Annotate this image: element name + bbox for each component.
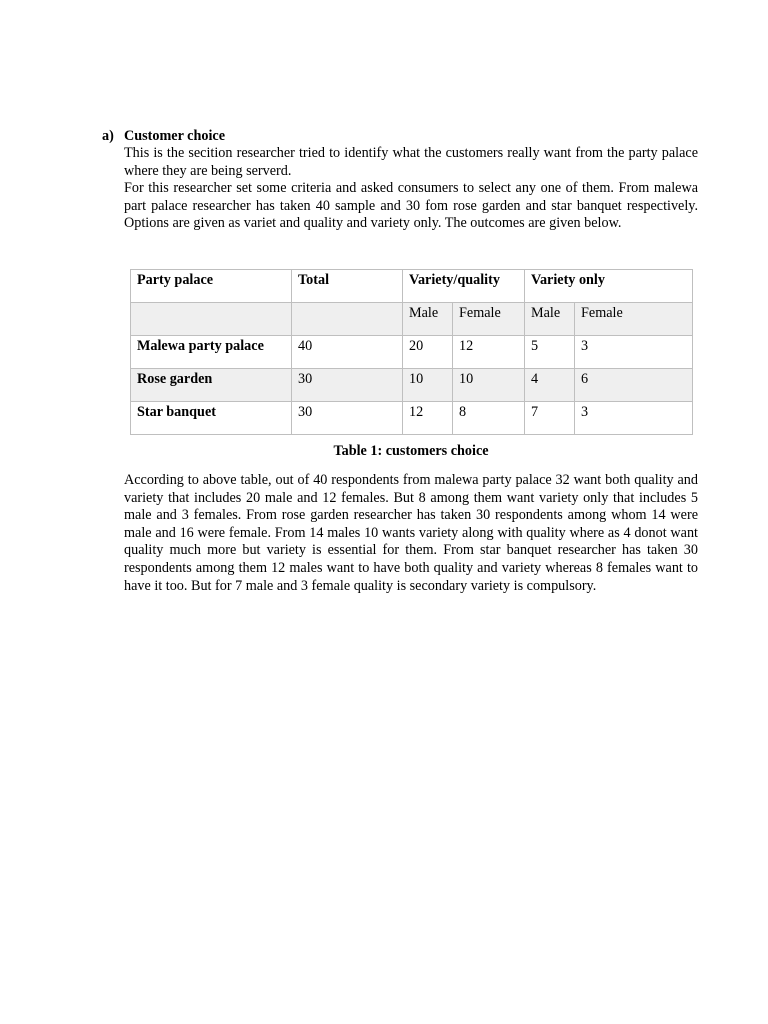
row-vo-female: 3	[575, 336, 693, 369]
row-name: Malewa party palace	[131, 336, 292, 369]
row-vo-male: 7	[525, 402, 575, 435]
row-vq-male: 10	[403, 369, 453, 402]
header-variety-quality: Variety/quality	[403, 270, 525, 303]
subheader-vo-male: Male	[525, 303, 575, 336]
table-row	[131, 402, 693, 435]
row-vq-male: 20	[403, 336, 453, 369]
subheader-empty-2	[292, 303, 403, 336]
row-vq-female: 10	[453, 369, 525, 402]
section-body	[124, 145, 698, 233]
table-header-row	[131, 270, 693, 303]
row-total: 30	[292, 369, 403, 402]
subheader-vq-male: Male	[403, 303, 453, 336]
row-vq-female: 12	[453, 336, 525, 369]
header-party-palace: Party palace	[131, 270, 292, 303]
table-subheader-row	[131, 303, 693, 336]
header-total: Total	[292, 270, 403, 303]
customer-choice-section	[102, 127, 698, 233]
row-total: 40	[292, 336, 403, 369]
row-vq-male: 12	[403, 402, 453, 435]
row-vq-female: 8	[453, 402, 525, 435]
table-row	[131, 336, 693, 369]
row-vo-male: 4	[525, 369, 575, 402]
header-variety-only: Variety only	[525, 270, 693, 303]
intro-paragraph: This is the secition researcher tried to identify what the customers really want from the party palace where they are being serverd.	[124, 145, 698, 179]
section-heading	[102, 127, 698, 145]
row-vo-female: 6	[575, 369, 693, 402]
analysis-paragraph: According to above table, out of 40 respondents from malewa party palace 32 want both quality and variety that includes 20 male and 12 females. But 8 among them want variety only that includes 5 male and 3 females. From rose garden researcher has taken 30 respondents among whom 14 were male and 16 were female. From 14 males 10 wants variety along with quality where as 4 donot want quality much more but variety is essential for them. From star banquet researcher has taken 30 respondents among them 12 males want to have both quality and variety whereas 8 females want to have it too. But for 7 male and 3 female quality is secondary variety is compulsory.	[124, 472, 698, 594]
section-title: Customer choice	[124, 128, 225, 144]
subheader-vq-female: Female	[453, 303, 525, 336]
method-paragraph: For this researcher set some criteria and asked consumers to select any one of them. From malewa part palace researcher has taken 40 sample and 30 fom rose garden and star banquet respectively. Options are given as variet and quality and variety only. The outcomes are given below.	[124, 180, 698, 232]
row-name: Rose garden	[131, 369, 292, 402]
customers-choice-table	[130, 269, 693, 435]
table-row	[131, 369, 693, 402]
subheader-vo-female: Female	[575, 303, 693, 336]
row-total: 30	[292, 402, 403, 435]
row-name: Star banquet	[131, 402, 292, 435]
row-vo-female: 3	[575, 402, 693, 435]
row-vo-male: 5	[525, 336, 575, 369]
customers-choice-table-container	[130, 269, 692, 435]
subheader-empty-1	[131, 303, 292, 336]
table-caption: Table 1: customers choice	[333, 443, 489, 459]
section-marker: a)	[102, 128, 114, 144]
